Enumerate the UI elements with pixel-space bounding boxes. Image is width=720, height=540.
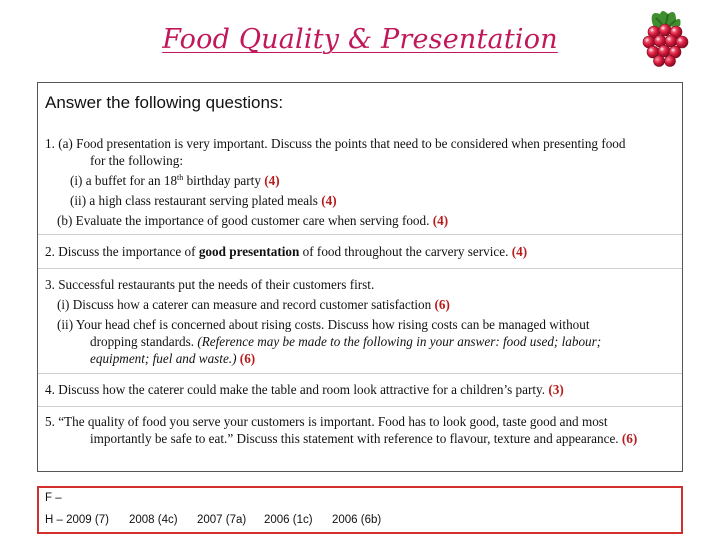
raspberry-icon — [632, 6, 698, 72]
questions-box — [37, 82, 683, 472]
q5-line2: importantly be safe to eat.” Discuss this statement with reference to flavour, texture and appearance. (6) — [90, 431, 638, 446]
ref-item: 2006 (1c) — [264, 514, 313, 526]
q5-line1: 5. “The quality of food you serve your customers is important. Food has to look good, taste good and most — [45, 414, 608, 429]
q3-line1: 3. Successful restaurants put the needs of their customers first. — [45, 277, 375, 292]
page-title: Food Quality & Presentation — [162, 24, 558, 55]
question-1 — [45, 135, 626, 229]
ref-item: 2007 (7a) — [197, 514, 247, 526]
q3-ii-line2: dropping standards. (Reference may be made to the following in your answer: food used; labour; — [90, 334, 602, 349]
questions-heading: Answer the following questions: — [45, 93, 284, 112]
ref-item: 2006 (6b) — [332, 514, 382, 526]
divider — [38, 268, 682, 269]
question-2: 2. Discuss the importance of good presentation of food throughout the carvery service. (4) — [45, 244, 528, 259]
divider — [38, 373, 682, 374]
divider — [38, 406, 682, 407]
ref-h-label: H – 2009 (7) — [45, 514, 109, 526]
ref-f-label: F – — [45, 492, 62, 504]
q1-i: (i) a buffet for an 18th birthday party (4) — [70, 173, 280, 188]
question-5 — [45, 413, 637, 447]
past-paper-references — [37, 486, 683, 534]
q1-a-line1: 1. (a) Food presentation is very important. Discuss the points that need to be considered when presenting food — [45, 136, 626, 151]
q3-ii-line1: (ii) Your head chef is concerned about rising costs. Discuss how rising costs can be managed without — [57, 317, 590, 332]
q1-a-line2: for the following: — [90, 153, 184, 168]
q1-b: (b) Evaluate the importance of good customer care when serving food. (4) — [57, 213, 449, 228]
q3-i: (i) Discuss how a caterer can measure and record customer satisfaction (6) — [57, 297, 450, 312]
ref-item: 2008 (4c) — [129, 514, 178, 526]
question-4: 4. Discuss how the caterer could make the table and room look attractive for a children’s party. (3) — [45, 382, 564, 397]
question-3 — [45, 276, 601, 367]
divider — [38, 234, 682, 235]
q1-ii: (ii) a high class restaurant serving plated meals (4) — [70, 193, 337, 208]
q3-ii-line3: equipment; fuel and waste.) (6) — [90, 351, 256, 366]
